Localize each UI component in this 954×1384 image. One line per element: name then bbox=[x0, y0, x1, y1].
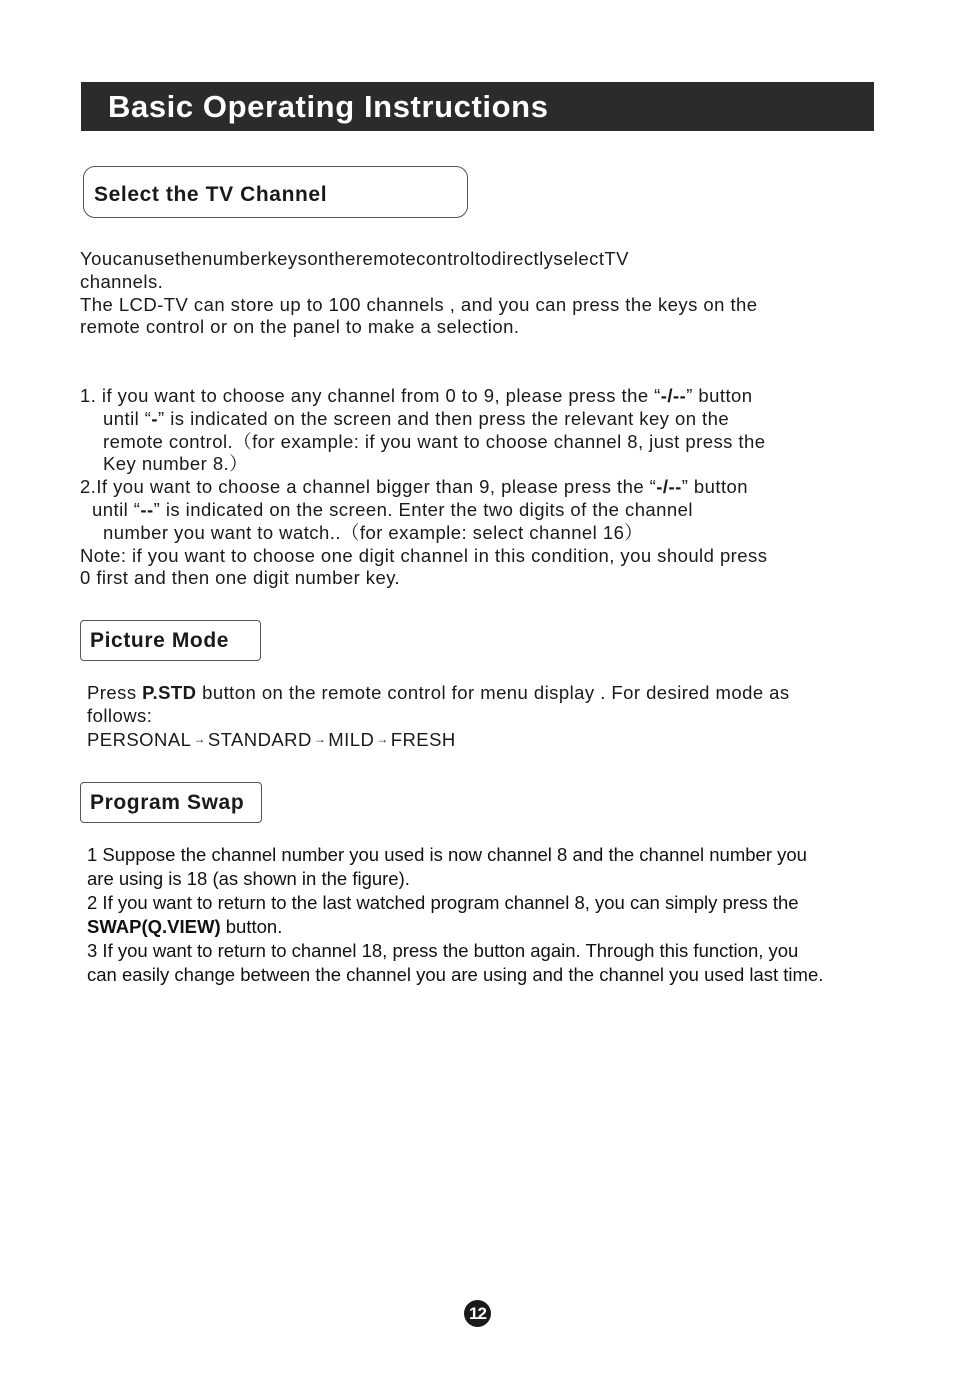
step1-line bbox=[80, 385, 767, 408]
section-heading-program-swap: Program Swap bbox=[90, 791, 245, 814]
mode-name: MILD bbox=[328, 728, 375, 750]
intro-word: select bbox=[553, 248, 605, 269]
intro-word: to bbox=[474, 248, 492, 269]
picture-mode-line bbox=[87, 682, 790, 705]
select-channel-steps bbox=[80, 385, 767, 590]
program-swap-line: are using is 18 (as shown in the figure). bbox=[87, 868, 410, 889]
step2-text: until “ bbox=[92, 498, 141, 520]
step1-line bbox=[80, 408, 767, 431]
intro-word: on bbox=[307, 248, 329, 269]
program-swap-text-part: button. bbox=[220, 916, 283, 937]
page-number-badge: 12 bbox=[464, 1300, 491, 1327]
intro-word: You bbox=[80, 248, 113, 269]
intro-word: remote bbox=[355, 248, 417, 269]
page-title: Basic Operating Instructions bbox=[108, 89, 549, 124]
step2-text: ” is indicated on the screen. Enter the two digits of the channel bbox=[153, 498, 693, 520]
program-swap-line: 2 If you want to return to the last watched program channel 8, you can simply press the bbox=[87, 892, 799, 913]
picture-mode-text-part: Press bbox=[87, 682, 143, 703]
step1-text: ” is indicated on the screen and then press the relevant key on the bbox=[158, 407, 730, 429]
dash-key-label: -/-- bbox=[656, 476, 682, 498]
section-heading-select-channel: Select the TV Channel bbox=[94, 183, 328, 206]
intro-line-justified bbox=[80, 248, 870, 271]
note-line: 0 first and then one digit number key. bbox=[80, 567, 401, 589]
program-swap-line: can easily change between the channel you are using and the channel you used last time. bbox=[87, 964, 824, 985]
intro-word: the bbox=[328, 248, 356, 269]
swap-key-label: SWAP(Q.VIEW) bbox=[87, 916, 221, 937]
dash-key-label: - bbox=[151, 407, 159, 429]
intro-word: TV bbox=[604, 248, 629, 269]
intro-word: directly bbox=[491, 248, 554, 269]
arrow-right-icon: → bbox=[193, 731, 206, 746]
step2-line bbox=[80, 499, 767, 522]
intro-line: The LCD-TV can store up to 100 channels , and you can press the keys on the bbox=[80, 293, 758, 315]
intro-word: can bbox=[112, 248, 144, 269]
dash-key-label: -/-- bbox=[660, 385, 687, 406]
step1-line: remote control.（for example: if you want to choose channel 8, just press the bbox=[103, 430, 766, 452]
page-header-bar bbox=[81, 82, 874, 131]
intro-line: remote control or on the panel to make a selection. bbox=[80, 316, 520, 338]
step1-text: ” button bbox=[686, 385, 753, 406]
intro-line: channels. bbox=[80, 270, 164, 292]
step1-text: 1. if you want to choose any channel from 0 to 9, please press the “ bbox=[80, 385, 661, 406]
step2-line: number you want to watch..（for example: select channel 16） bbox=[103, 521, 644, 543]
step2-line bbox=[80, 476, 767, 499]
step2-text: ” button bbox=[681, 476, 749, 498]
picture-mode-text-part: button on the remote control for menu display . For desired mode as bbox=[196, 682, 790, 703]
picture-mode-sequence bbox=[87, 728, 790, 751]
picture-mode-line: follows: bbox=[87, 704, 153, 726]
step2-text: 2.If you want to choose a channel bigger than 9, please press the “ bbox=[80, 476, 657, 498]
note-line: Note: if you want to choose one digit channel in this condition, you should press bbox=[80, 544, 768, 566]
mode-name: STANDARD bbox=[207, 728, 312, 750]
intro-word: use bbox=[143, 248, 175, 269]
program-swap-text bbox=[87, 843, 823, 987]
mode-name: PERSONAL bbox=[87, 728, 192, 750]
intro-word: number bbox=[202, 248, 268, 269]
step1-line: Key number 8.） bbox=[103, 453, 249, 475]
intro-word: keys bbox=[267, 248, 308, 269]
program-swap-line: 3 If you want to return to channel 18, press the button again. Through this function, you bbox=[87, 940, 799, 961]
pstd-key-label: P.STD bbox=[142, 682, 197, 703]
intro-word: the bbox=[174, 248, 203, 269]
program-swap-line bbox=[87, 915, 823, 939]
step1-text: until “ bbox=[103, 407, 152, 429]
dash-key-label: -- bbox=[140, 498, 154, 520]
program-swap-line: 1 Suppose the channel number you used is now channel 8 and the channel number you bbox=[87, 844, 807, 865]
intro-word: control bbox=[416, 248, 475, 269]
select-channel-intro bbox=[80, 248, 870, 339]
picture-mode-text bbox=[87, 682, 790, 750]
arrow-right-icon: → bbox=[313, 731, 327, 746]
mode-name: FRESH bbox=[390, 728, 456, 750]
arrow-right-icon: → bbox=[376, 731, 389, 746]
section-heading-picture-mode: Picture Mode bbox=[90, 629, 230, 652]
